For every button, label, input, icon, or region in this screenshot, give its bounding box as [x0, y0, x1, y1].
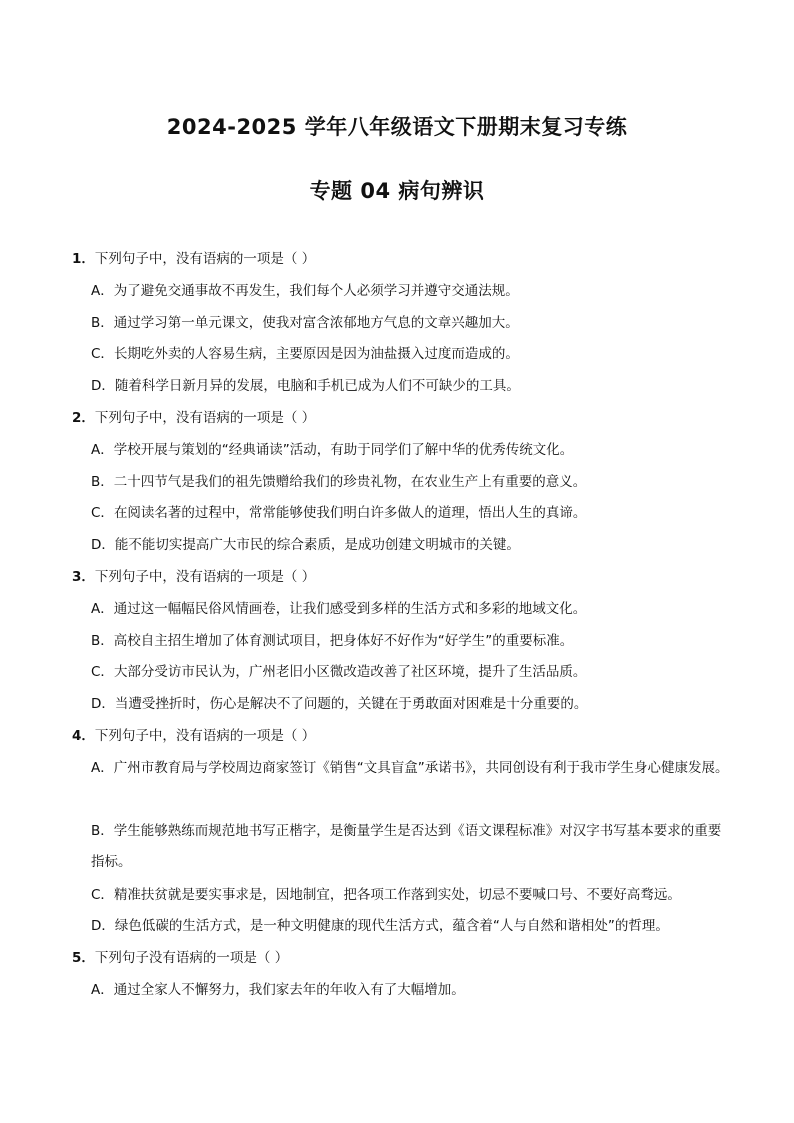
question-1-stem	[72, 249, 315, 269]
question-5-stem	[72, 948, 288, 968]
question-number: 2．	[72, 410, 95, 426]
option-text: 高校自主招生增加了体育测试项目，把身体好不好作为“好学生”的重要标准。	[113, 633, 574, 649]
option-text: 通过这一幅幅民俗风情画卷，让我们感受到多样的生活方式和多彩的地域文化。	[113, 601, 587, 617]
question-1-option-a	[91, 276, 731, 307]
option-text: 长期吃外卖的人容易生病，主要原因是因为油盐摄入过度而造成的。	[113, 346, 519, 362]
question-text: 下列句子中，没有语病的一项是（ ）	[94, 410, 316, 426]
question-2-option-b	[91, 467, 731, 498]
option-text: 随着科学日新月异的发展，电脑和手机已成为人们不可缺少的工具。	[114, 378, 520, 394]
question-4-option-b	[91, 816, 731, 878]
option-label: C．	[91, 887, 114, 903]
question-1-option-d	[91, 371, 731, 402]
option-label: A．	[91, 760, 114, 776]
option-text: 为了避免交通事故不再发生，我们每个人必须学习并遵守交通法规。	[113, 283, 519, 299]
question-number: 4．	[72, 728, 95, 744]
document-title: 2024-2025 学年八年级语文下册期末复习专练	[166, 115, 628, 139]
question-3-option-d	[91, 689, 731, 720]
question-text: 下列句子中，没有语病的一项是（ ）	[94, 251, 316, 267]
question-text: 下列句子中，没有语病的一项是（ ）	[94, 728, 316, 744]
question-4-option-c	[91, 880, 731, 911]
document-subtitle: 专题 04 病句辨识	[309, 179, 485, 203]
question-text: 下列句子中，没有语病的一项是（ ）	[94, 569, 316, 585]
question-number: 1．	[72, 251, 95, 267]
question-3-option-c	[91, 657, 731, 688]
option-label: B．	[91, 633, 114, 649]
question-2-option-c	[91, 498, 731, 529]
option-text: 绿色低碳的生活方式，是一种文明健康的现代生活方式，蕴含着“人与自然和谐相处”的哲理。	[114, 918, 669, 934]
option-text: 学生能够熟练而规范地书写正楷字，是衡量学生是否达到《语文课程标准》对汉字书写基本要求的重要指标。	[91, 823, 722, 870]
option-label: A．	[91, 601, 114, 617]
option-label: B．	[91, 315, 114, 331]
question-4-stem	[72, 726, 315, 746]
question-3-stem	[72, 567, 315, 587]
option-text: 能不能切实提高广大市民的综合素质，是成功创建文明城市的关键。	[114, 537, 520, 553]
option-label: A．	[91, 442, 114, 458]
question-3-option-a	[91, 594, 731, 625]
option-text: 通过全家人不懈努力，我们家去年的年收入有了大幅增加。	[113, 982, 465, 998]
option-text: 学校开展与策划的“经典诵读”活动，有助于同学们了解中华的优秀传统文化。	[113, 442, 574, 458]
option-text: 广州市教育局与学校周边商家签订《销售“文具盲盒”承诺书》，共同创设有利于我市学生身心健康发展。	[113, 760, 729, 776]
option-label: D．	[91, 378, 115, 394]
option-label: D．	[91, 696, 115, 712]
question-number: 5．	[72, 950, 95, 966]
option-label: C．	[91, 664, 114, 680]
option-text: 二十四节气是我们的祖先馈赠给我们的珍贵礼物，在农业生产上有重要的意义。	[113, 474, 587, 490]
question-2-stem	[72, 408, 315, 428]
question-1-option-b	[91, 308, 731, 339]
question-3-option-b	[91, 626, 731, 657]
option-label: B．	[91, 474, 114, 490]
option-label: D．	[91, 537, 115, 553]
question-2-option-d	[91, 530, 731, 561]
option-text: 大部分受访市民认为，广州老旧小区微改造改善了社区环境，提升了生活品质。	[113, 664, 587, 680]
option-label: C．	[91, 346, 114, 362]
question-number: 3．	[72, 569, 95, 585]
option-text: 当遭受挫折时，伤心是解决不了问题的，关键在于勇敢面对困难是十分重要的。	[114, 696, 588, 712]
option-label: A．	[91, 283, 114, 299]
question-5-option-a	[91, 975, 731, 1006]
option-label: B．	[91, 823, 114, 839]
option-text: 精准扶贫就是要实事求是，因地制宜，把各项工作落到实处，切忌不要喊口号、不要好高骛远。	[113, 887, 681, 903]
question-text: 下列句子没有语病的一项是（ ）	[94, 950, 289, 966]
question-1-option-c	[91, 339, 731, 370]
option-text: 通过学习第一单元课文，使我对富含浓郁地方气息的文章兴趣加大。	[113, 315, 519, 331]
option-label: A．	[91, 982, 114, 998]
option-label: D．	[91, 918, 115, 934]
question-4-option-d	[91, 911, 731, 942]
option-label: C．	[91, 505, 114, 521]
question-4-option-a	[91, 753, 731, 784]
option-text: 在阅读名著的过程中，常常能够使我们明白许多做人的道理，悟出人生的真谛。	[113, 505, 587, 521]
question-2-option-a	[91, 435, 731, 466]
